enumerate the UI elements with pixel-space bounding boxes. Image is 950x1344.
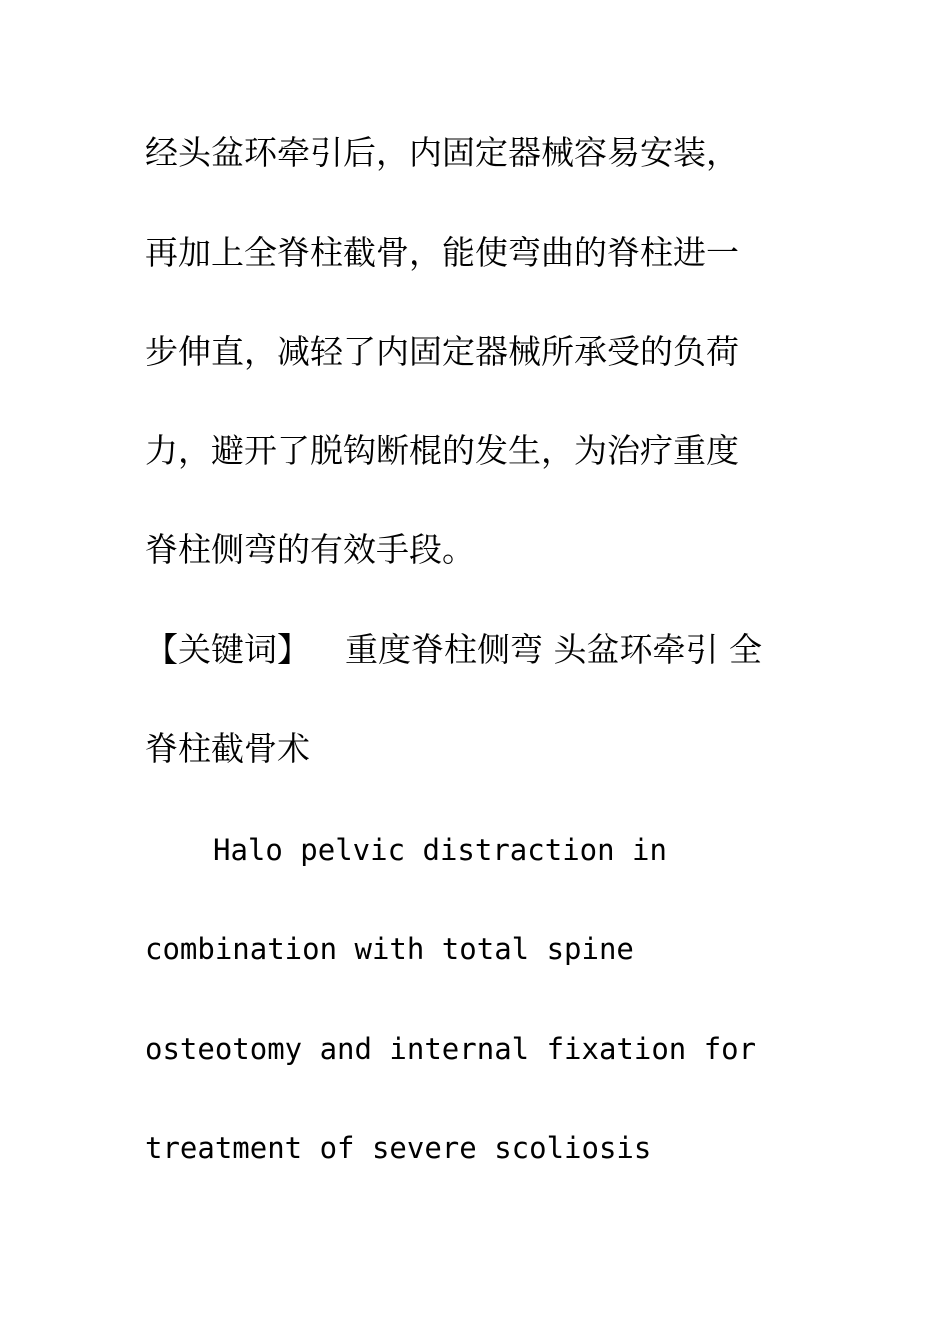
abstract-line-3: 步伸直，减轻了内固定器械所承受的负荷 bbox=[145, 332, 739, 371]
abstract-line-4: 力，避开了脱钩断棍的发生，为治疗重度 bbox=[145, 431, 739, 470]
abstract-line-2: 再加上全脊柱截骨，能使弯曲的脊柱进一 bbox=[145, 233, 739, 272]
keywords-label: 【关键词】 bbox=[145, 630, 310, 669]
keywords-text: 重度脊柱侧弯 头盆环牵引 全 bbox=[345, 630, 762, 669]
english-title-line-3: osteotomy and internal fixation for bbox=[145, 1032, 757, 1066]
abstract-line-1: 经头盆环牵引后，内固定器械容易安装， bbox=[145, 133, 739, 172]
keywords-line bbox=[145, 630, 762, 670]
english-title-line-4: treatment of severe scoliosis bbox=[145, 1131, 652, 1165]
english-title-line-2: combination with total spine bbox=[145, 932, 634, 966]
abstract-line-5: 脊柱侧弯的有效手段。 bbox=[145, 530, 475, 569]
keywords-continuation: 脊柱截骨术 bbox=[145, 729, 310, 768]
english-title-line-1: Halo pelvic distraction in bbox=[213, 833, 667, 867]
